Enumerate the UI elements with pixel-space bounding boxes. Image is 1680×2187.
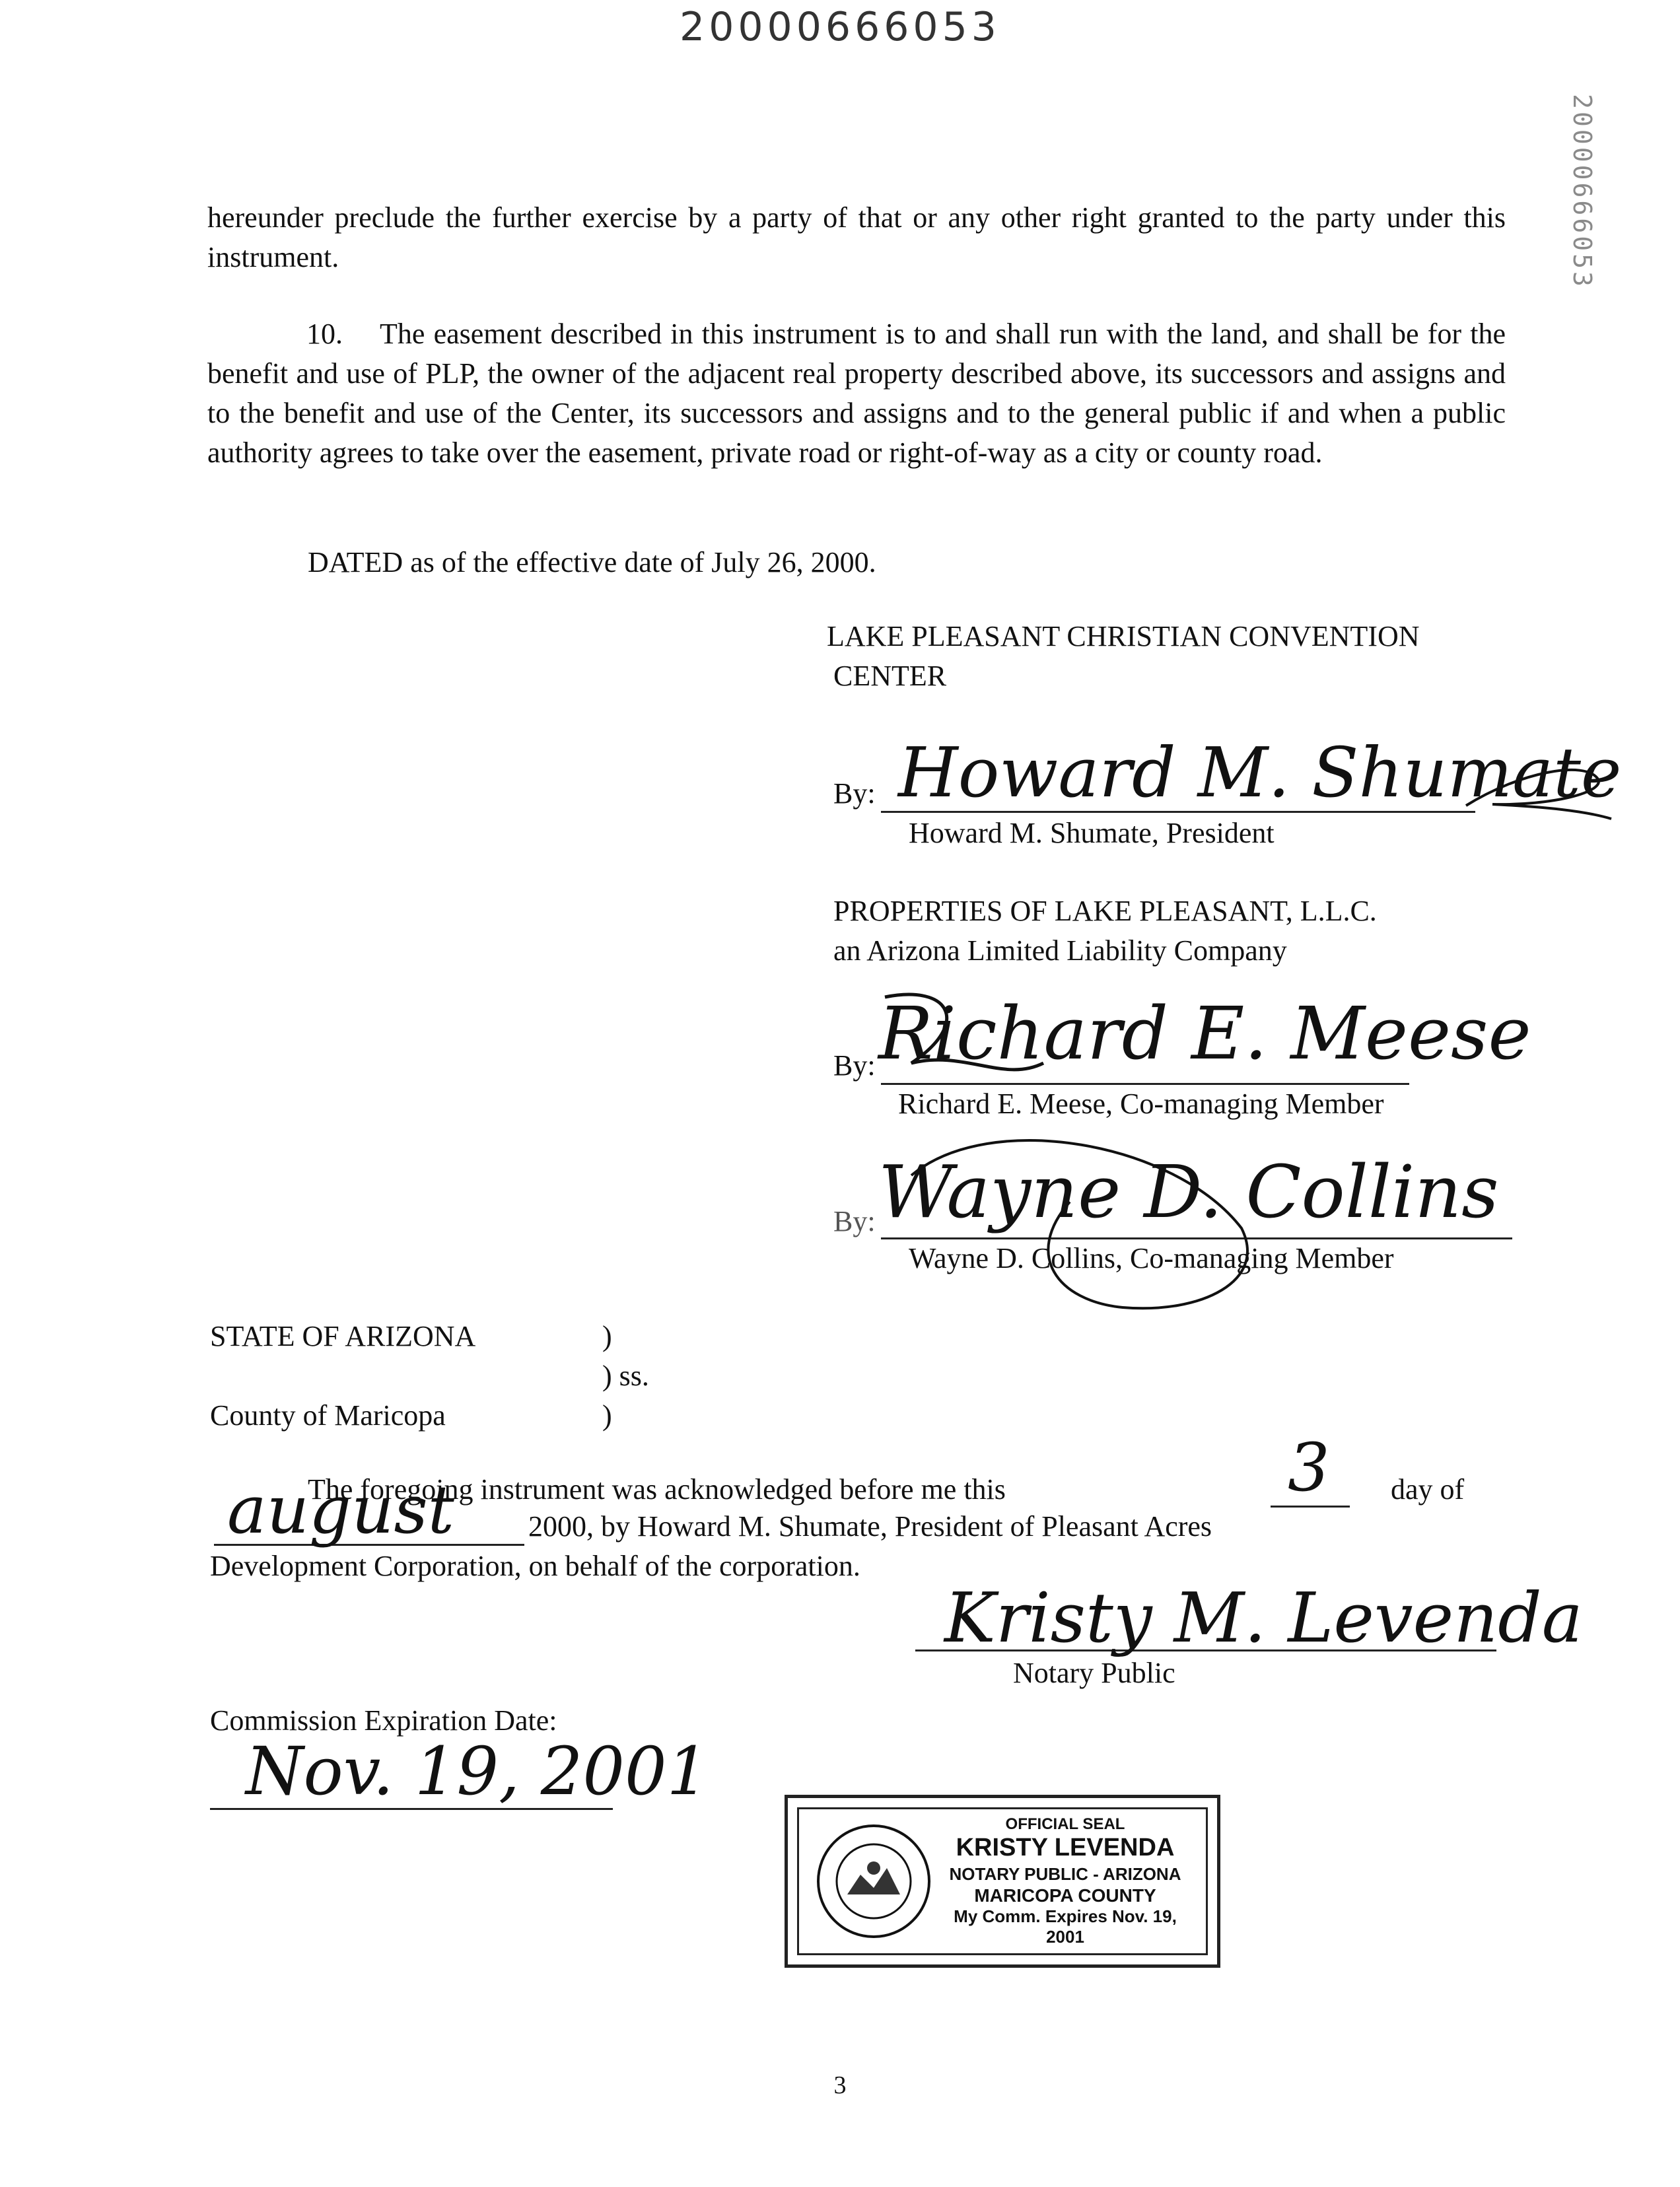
seal-line2: KRISTY LEVENDA bbox=[956, 1834, 1175, 1861]
howard-caption: Howard M. Shumate, President bbox=[909, 817, 1275, 849]
notary-caption: Notary Public bbox=[1013, 1657, 1175, 1689]
side-stamp-text: 20000666053 bbox=[1568, 94, 1597, 289]
center-name-line2: CENTER bbox=[833, 660, 947, 692]
richard-signature: Richard E. Meese bbox=[878, 991, 1531, 1076]
ack-month-handwritten: august bbox=[227, 1471, 454, 1548]
ack-line3: Development Corporation, on behalf of the corporation. bbox=[210, 1550, 860, 1582]
center-name-line1: LAKE PLEASANT CHRISTIAN CONVENTION bbox=[827, 620, 1420, 652]
richard-signature-flourish bbox=[872, 984, 1334, 1096]
ack-day-handwritten: 3 bbox=[1288, 1429, 1330, 1506]
richard-caption: Richard E. Meese, Co-managing Member bbox=[898, 1088, 1384, 1120]
paragraph-continued: hereunder preclude the further exercise by a party of that or any other right granted to the party under this instrument. bbox=[207, 201, 1506, 273]
by-label-richard: By: bbox=[833, 1049, 876, 1082]
arizona-state-seal-emblem bbox=[814, 1822, 933, 1941]
venue-county: County of Maricopa bbox=[210, 1399, 446, 1432]
venue-paren-top: ) bbox=[602, 1320, 612, 1352]
ack-line1-b: day of bbox=[1391, 1473, 1465, 1506]
venue-state: STATE OF ARIZONA bbox=[210, 1320, 476, 1352]
wayne-caption: Wayne D. Collins, Co-managing Member bbox=[909, 1242, 1394, 1274]
wayne-signature: Wayne D. Collins bbox=[878, 1150, 1499, 1234]
document-number: 20000666053 bbox=[680, 4, 1000, 50]
side-stamp bbox=[1543, 79, 1622, 304]
paragraph-10-number: 10. bbox=[306, 318, 343, 350]
page-number: 3 bbox=[833, 2071, 847, 2099]
venue-ss: ) ss. bbox=[602, 1360, 649, 1392]
ack-line1-a: The foregoing instrument was acknowledged before me this bbox=[308, 1473, 1006, 1506]
commission-date-handwritten: Nov. 19, 2001 bbox=[246, 1733, 709, 1810]
dated-line: DATED as of the effective date of July 26, 2000. bbox=[308, 546, 876, 578]
seal-line5: My Comm. Expires Nov. 19, 2001 bbox=[954, 1906, 1177, 1947]
by-label-wayne: By: bbox=[833, 1205, 876, 1237]
notary-seal-stamp bbox=[785, 1795, 1220, 1968]
howard-signature: Howard M. Shumate bbox=[898, 732, 1622, 813]
venue-paren-bottom: ) bbox=[602, 1399, 612, 1432]
paragraph-10 bbox=[207, 314, 1506, 473]
ack-line2: 2000, by Howard M. Shumate, President of Pleasant Acres bbox=[528, 1510, 1212, 1543]
wayne-signature-flourish bbox=[858, 1123, 1321, 1334]
notary-signature: Kristy M. Levenda bbox=[944, 1578, 1583, 1658]
paragraph-10-text: The easement described in this instrument is to and shall run with the land, and shall be for the benefit and use of PLP, the owner of the adjacent real property described above, its successors and assigns and to the benefit and use of the Center, its successors and assigns and to the general public if and when a public authority agrees to take over the easement, private road or right-of-way as a city or county road. bbox=[207, 318, 1506, 469]
seal-line4: MARICOPA COUNTY bbox=[974, 1885, 1156, 1906]
by-label-howard: By: bbox=[833, 777, 876, 810]
commission-label: Commission Expiration Date: bbox=[210, 1704, 557, 1737]
plp-name: PROPERTIES OF LAKE PLEASANT, L.L.C. bbox=[833, 895, 1377, 927]
seal-line3: NOTARY PUBLIC - ARIZONA bbox=[949, 1864, 1181, 1884]
seal-line1: OFFICIAL SEAL bbox=[1005, 1815, 1125, 1833]
plp-description: an Arizona Limited Liability Company bbox=[833, 934, 1287, 967]
